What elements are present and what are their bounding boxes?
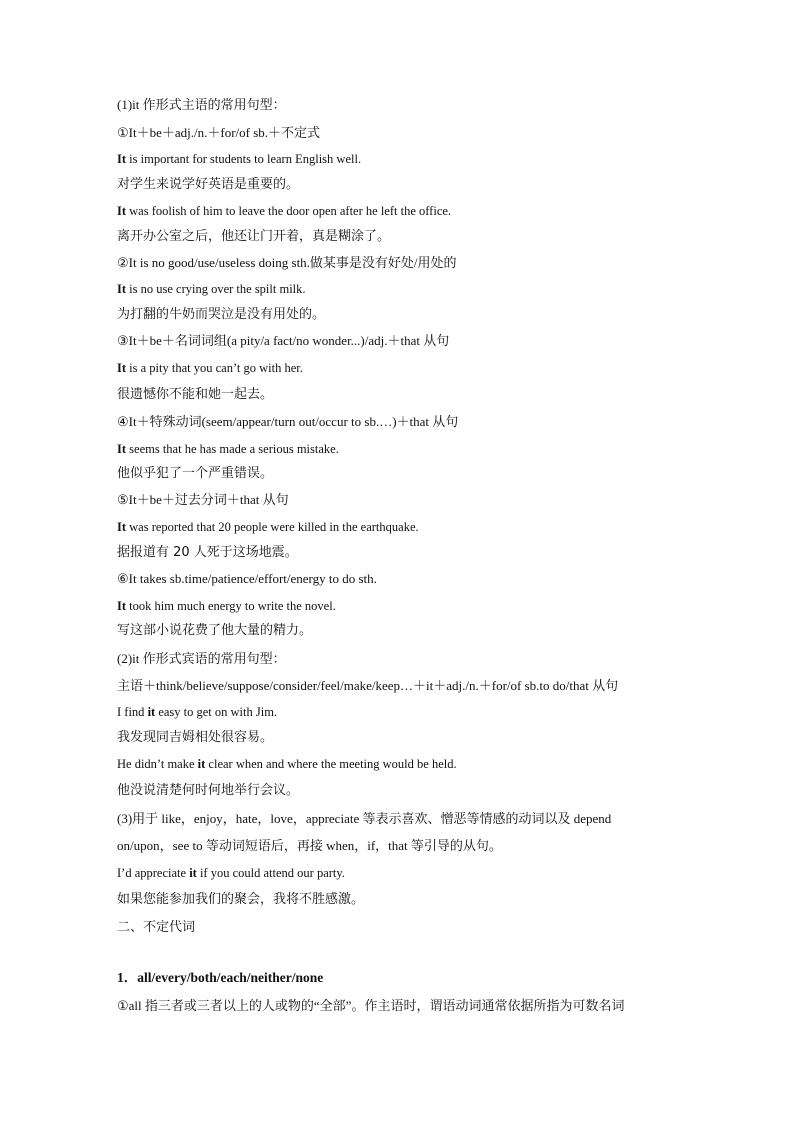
example-cn: 很遗憾你不能和她一起去。 bbox=[117, 387, 274, 402]
pattern-2: ②It is no good/use/useless doing sth.做某事是没有好处/用处的 bbox=[117, 255, 457, 270]
pattern-3: ③It＋be＋名词词组(a pity/a fact/no wonder...)/adj.＋that 从句 bbox=[117, 333, 450, 348]
example-cn: 我发现同吉姆相处很容易。 bbox=[117, 730, 274, 745]
body-text: ①all 指三者或三者以上的人或物的“全部”。作主语时，谓语动词通常依据所指为可数名词 bbox=[117, 998, 625, 1013]
example-en: I find it easy to get on with Jim. bbox=[117, 705, 278, 719]
example-cn: 离开办公室之后，他还让门开着，真是糊涂了。 bbox=[117, 229, 391, 244]
rule-3-line-1: (3)用于 like，enjoy，hate，love，appreciate 等表示喜欢、憎恶等情感的动词以及 depend bbox=[117, 811, 612, 826]
example-en: It was foolish of him to leave the door open after he left the office. bbox=[117, 204, 452, 218]
subsection-heading: 1．all/every/both/each/neither/none bbox=[117, 970, 324, 985]
example-cn: 对学生来说学好英语是重要的。 bbox=[117, 177, 300, 192]
pattern-1: ①It＋be＋adj./n.＋for/of sb.＋不定式 bbox=[117, 125, 321, 140]
pattern-5: ⑤It＋be＋过去分词＋that 从句 bbox=[117, 492, 289, 507]
example-en: It seems that he has made a serious mistake. bbox=[117, 442, 339, 456]
example-cn: 为打翻的牛奶而哭泣是没有用处的。 bbox=[117, 307, 326, 322]
example-cn: 据报道有 20 人死于这场地震。 bbox=[117, 545, 298, 560]
example-en: It is no use crying over the spilt milk. bbox=[117, 282, 306, 296]
example-en: It took him much energy to write the novel. bbox=[117, 599, 336, 613]
pattern-4: ④It＋特殊动词(seem/appear/turn out/occur to sb.…)＋that 从句 bbox=[117, 414, 459, 429]
pattern-6: ⑥It takes sb.time/patience/effort/energy to do sth. bbox=[117, 571, 377, 586]
section-heading-indefinite-pronouns: 二、不定代词 bbox=[117, 919, 196, 934]
example-cn: 他似乎犯了一个严重错误。 bbox=[117, 466, 274, 481]
section-heading-formal-subject: (1)it 作形式主语的常用句型： bbox=[117, 97, 286, 112]
example-en: He didn’t make it clear when and where the meeting would be held. bbox=[117, 757, 457, 771]
pattern-formal-object: 主语＋think/believe/suppose/consider/feel/make/keep…＋it＋adj./n.＋for/of sb.to do/that 从句 bbox=[117, 678, 619, 693]
example-cn: 他没说清楚何时何地举行会议。 bbox=[117, 783, 300, 798]
example-cn: 如果您能参加我们的聚会，我将不胜感激。 bbox=[117, 892, 365, 907]
example-en: It was reported that 20 people were killed in the earthquake. bbox=[117, 520, 419, 534]
section-heading-formal-object: (2)it 作形式宾语的常用句型： bbox=[117, 651, 286, 666]
example-en: It is important for students to learn English well. bbox=[117, 152, 362, 166]
example-en: It is a pity that you can’t go with her. bbox=[117, 361, 303, 375]
example-cn: 写这部小说花费了他大量的精力。 bbox=[117, 623, 313, 638]
example-en: I’d appreciate it if you could attend our party. bbox=[117, 866, 345, 880]
rule-3-line-2: on/upon，see to 等动词短语后，再接 when，if，that 等引导的从句。 bbox=[117, 838, 502, 853]
